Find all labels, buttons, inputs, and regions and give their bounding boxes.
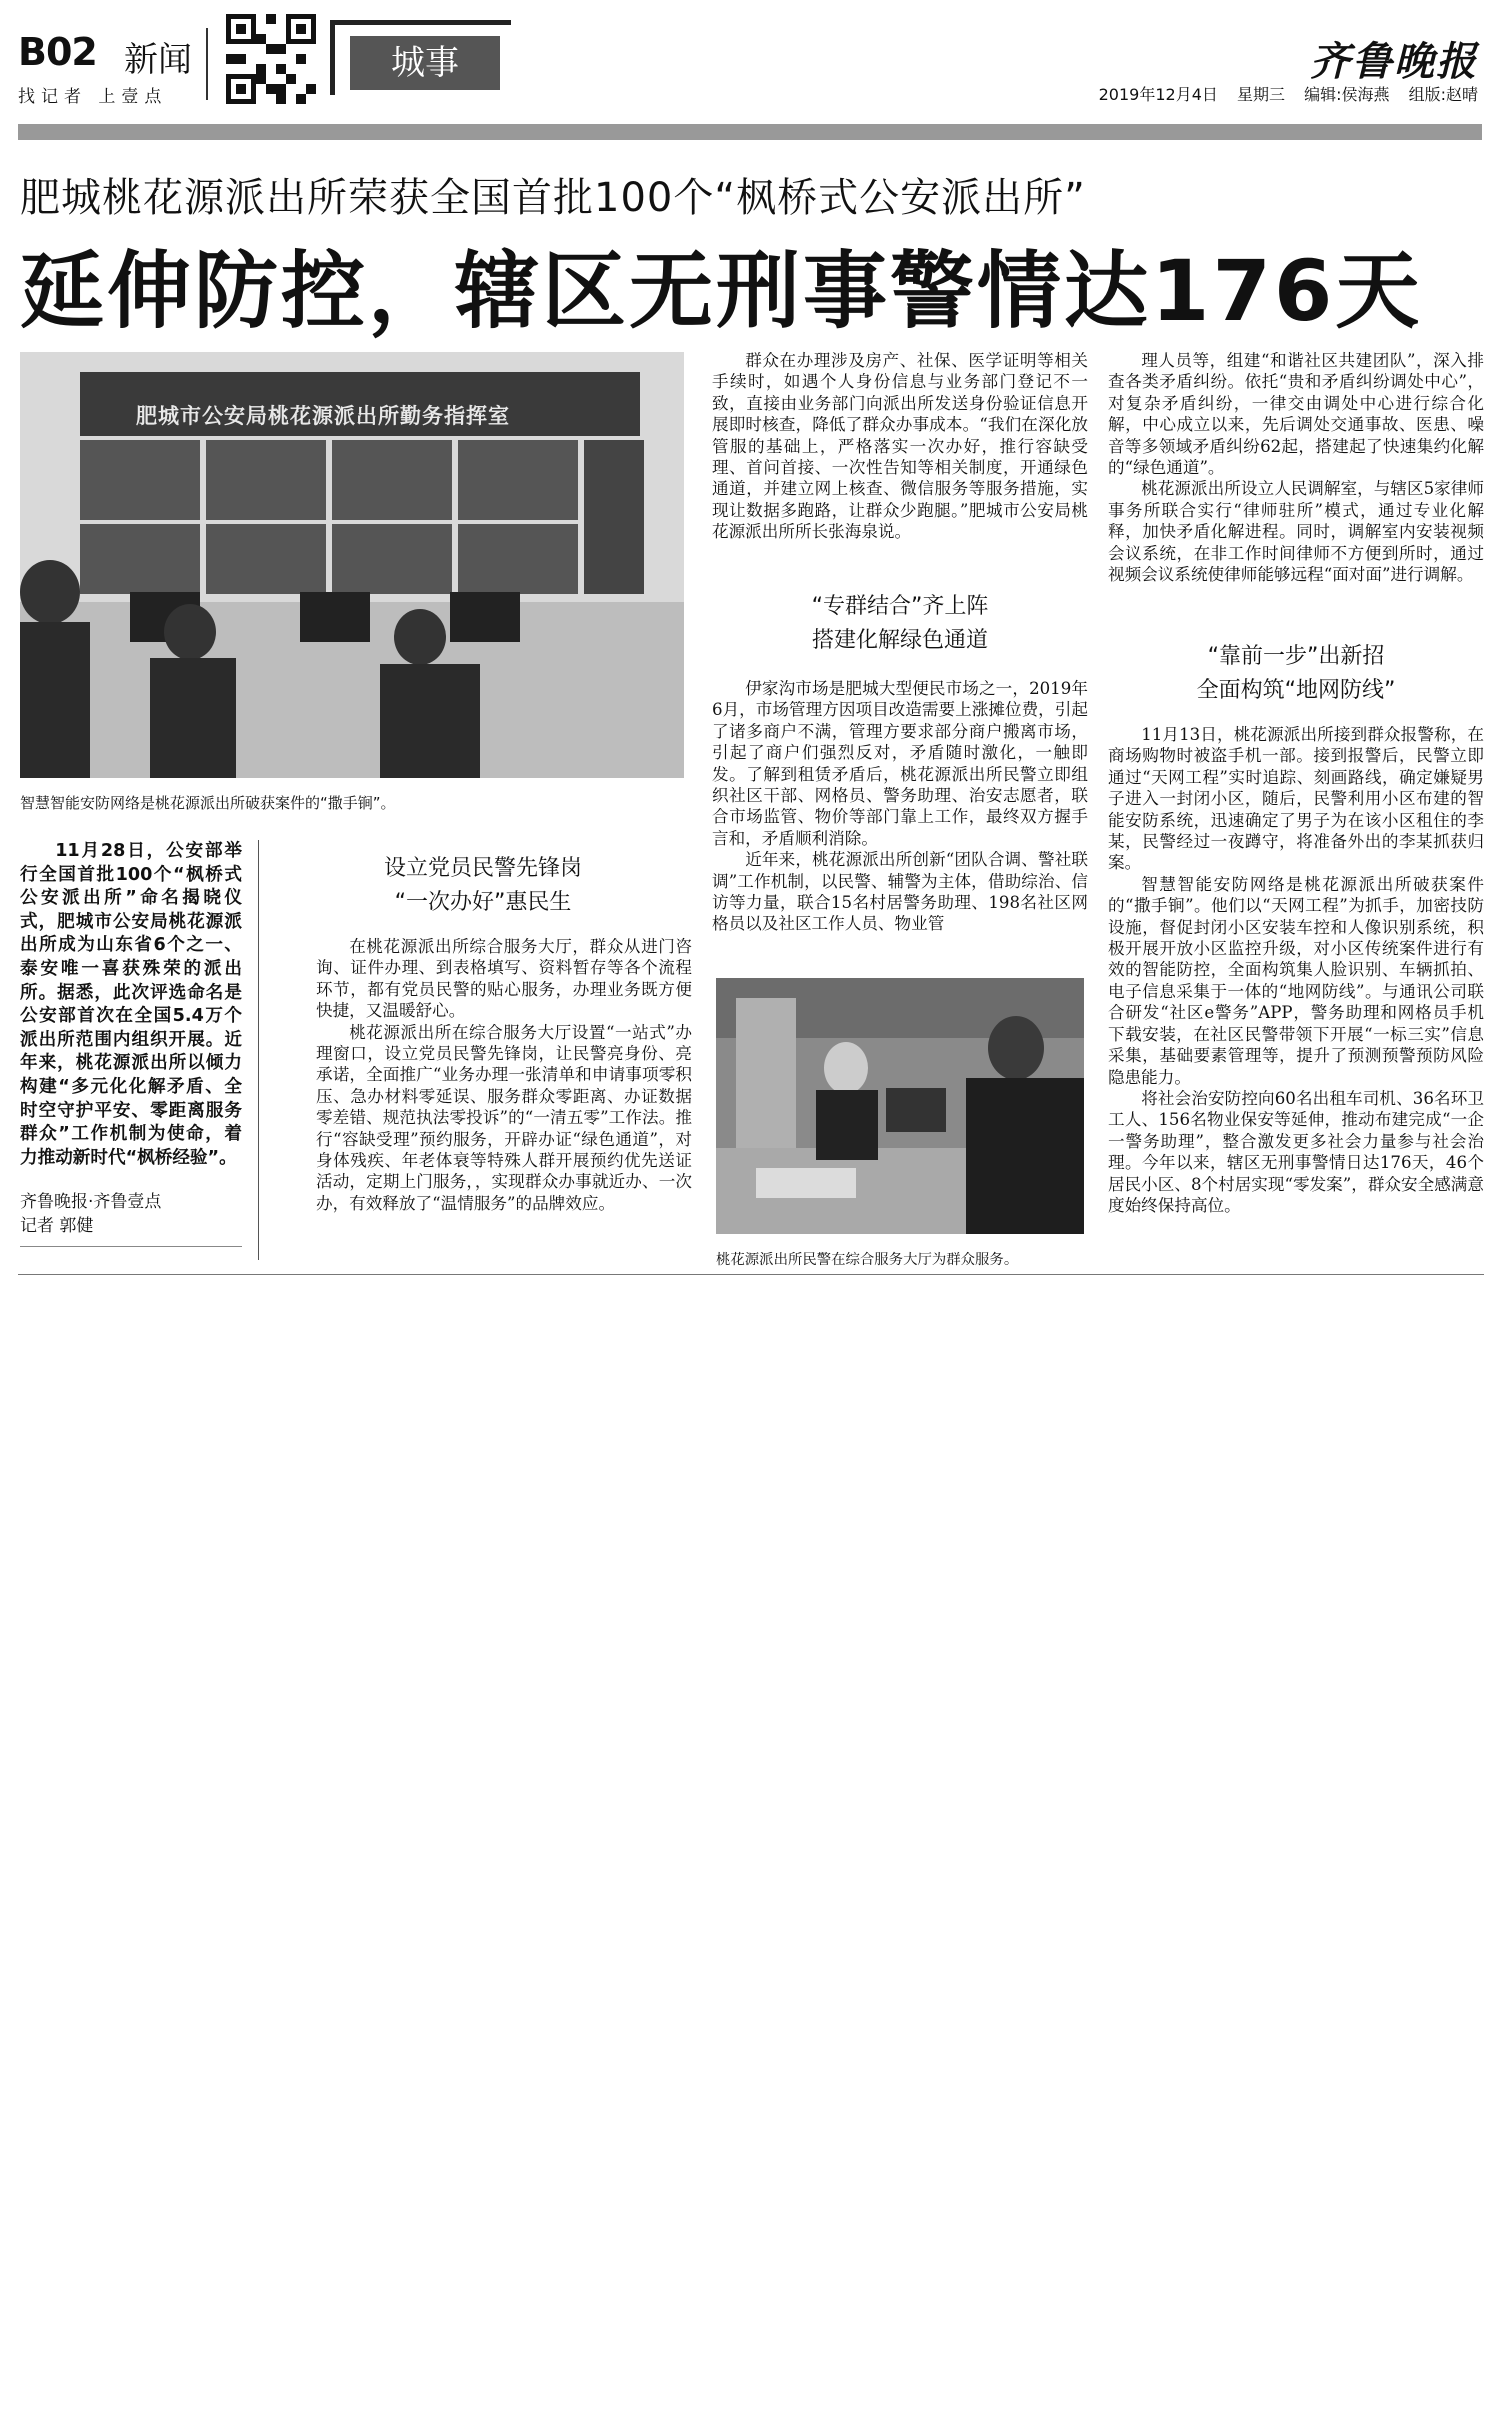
column-4 [1108,350,1484,585]
column-3-continued [712,678,1088,935]
subhead-3-line-2: 全面构筑“地网防线” [1196,678,1396,703]
paragraph: 在桃花源派出所综合服务大厅，群众从进门咨询、证件办理、到表格填写、资料暂存等各个流程环节，都有党员民警的贴心服务，办理业务既方便快捷，又温暖舒心。 [316,937,692,1021]
subhead-2-line-2: 搭建化解绿色通道 [811,628,988,653]
command-room-sign: 肥城市公安局桃花源派出所勤务指挥室 [136,404,510,428]
paragraph: 伊家沟市场是肥城大型便民市场之一，2019年6月，市场管理方因项目改造需要上涨摊位费，引起了诸多商户不满，管理方要求部分商户搬离市场，引起了商户们强烈反对，矛盾随时激化，一触即发。了解到租赁矛盾后，桃花源派出所民警立即组织社区干部、网格员、警务助理、治安志愿者，联合市场监管、物价等部门靠上工作，最终双方握手言和，矛盾顺利消除。 [712,679,1088,848]
paragraph: 近年来，桃花源派出所创新“团队合调、警社联调”工作机制，以民警、辅警为主体，借助综治、信访等力量，联合15名村居警务助理、198名社区网格员以及社区工作人员、物业管 [712,850,1088,934]
column-rule-1 [258,840,259,1260]
byline [20,1190,242,1238]
column-4-continued [1108,724,1484,1216]
byline-rule [20,1246,242,1247]
layout-credit: 组版:赵晴 [1408,85,1478,104]
section-name: 新闻 [124,40,192,80]
issue-weekday: 星期三 [1236,85,1285,104]
column-2 [316,936,692,1214]
issue-meta [1085,82,1478,105]
photo1-caption: 智慧智能安防网络是桃花源派出所破获案件的“撒手锏”。 [20,794,396,812]
editor-credit: 编辑:侯海燕 [1304,85,1390,104]
issue-date: 2019年12月4日 [1098,85,1218,104]
command-room-photo [20,352,684,778]
subhead-1-line-2: “一次办好”惠民生 [394,890,572,915]
byline-outlet: 齐鲁晚报·齐鲁壹点 [20,1192,162,1212]
column-3 [712,350,1088,543]
lead-paragraph: 11月28日，公安部举行全国首批100个“枫桥式公安派出所”命名揭晓仪式，肥城市公安局桃花源派出所成为山东省6个之一、泰安唯一喜获殊荣的派出所。据悉，此次评选命名是公安部首次在全国5.4万个派出所范围内组织开展。近年来，桃花源派出所以倾力构建“多元化化解矛盾、全时空守护平安、零距离服务群众”工作机制为使命，着力推动新时代“枫桥经验”。 [20,841,242,1168]
subhead-2-line-1: “专群结合”齐上阵 [811,594,989,619]
paragraph: 桃花源派出所设立人民调解室，与辖区5家律师事务所联合实行“律师驻所”模式，通过专业化解释，加快矛盾化解进程。同时，调解室内安装视频会议系统，在非工作时间律师不方便到所时，通过视频会议系统使律师能够远程“面对面”进行调解。 [1108,479,1484,585]
service-hall-photo [716,978,1084,1234]
header-slogan: 找记者 上壹点 [18,87,168,107]
paragraph: 理人员等，组建“和谐社区共建团队”，深入排查各类矛盾纠纷。依托“贵和矛盾纠纷调处中心”，对复杂矛盾纠纷，一律交由调处中心进行综合化解，中心成立以来，先后调处交通事故、医患、噪音等多领域矛盾纠纷62起，搭建起了快速集约化解的“绿色通道”。 [1108,351,1484,478]
byline-reporter: 记者 郭健 [20,1216,94,1236]
page-number: B02 [18,30,97,74]
article-lead [20,840,242,1170]
subhead-1 [300,852,666,920]
article-headline: 延伸防控，辖区无刑事警情达176天 [20,242,1423,340]
photo2-caption: 桃花源派出所民警在综合服务大厅为群众服务。 [716,1252,1019,1268]
subhead-2 [712,590,1088,658]
qr-code-icon [226,14,316,104]
article-kicker: 肥城桃花源派出所荣获全国首批100个“枫桥式公安派出所” [20,175,1086,221]
newspaper-logo: 齐鲁晚报 [1310,38,1478,85]
page-bottom-rule [18,1274,1484,1275]
subhead-3 [1108,640,1484,708]
subhead-3-line-1: “靠前一步”出新招 [1207,644,1385,669]
paragraph: 11月13日，桃花源派出所接到群众报警称，在商场购物时被盗手机一部。接到报警后，民警立即通过“天网工程”实时追踪、刻画路线，确定嫌疑男子进入一封闭小区，随后，民警利用小区布建的智能安防系统，迅速确定了男子为在该小区租住的李某，民警经过一夜蹲守，将准备外出的李某抓获归案。 [1108,725,1484,873]
header-bar [18,124,1482,140]
sub-section-tab: 城事 [350,36,500,90]
paragraph: 将社会治安防控向60名出租车司机、36名环卫工人、156名物业保安等延伸，推动布建完成“一企一警务助理”，整合激发更多社会力量参与社会治理。今年以来，辖区无刑事警情日达176天，46个居民小区、8个村居实现“零发案”，群众安全感满意度始终保持高位。 [1108,1088,1484,1215]
header-divider [206,28,208,100]
paragraph: 群众在办理涉及房产、社保、医学证明等相关手续时，如遇个人身份信息与业务部门登记不一致，直接由业务部门向派出所发送身份验证信息开展即时核查，降低了群众办事成本。“我们在深化放管服的基础上，严格落实一次办好，推行容缺受理、首问首接、一次性告知等相关制度，开通绿色通道，并建立网上核查、微信服务等服务措施，实现让数据多跑路，让群众少跑腿。”肥城市公安局桃花源派出所所长张海泉说。 [712,351,1088,542]
subhead-1-line-1: 设立党员民警先锋岗 [383,856,582,881]
paragraph: 桃花源派出所在综合服务大厅设置“一站式”办理窗口，设立党员民警先锋岗，让民警亮身份、亮承诺，全面推广“业务办理一张清单和申请事项零积压、急办材料零延误、服务群众零距离、办证数据零差错、规范执法零投诉”的“一清五零”工作法。推行“容缺受理”预约服务，开辟办证“绿色通道”，对身体残疾、年老体衰等特殊人群开展预约优先送证活动，定期上门服务，，实现群众办事就近办、一次办，有效释放了“温情服务”的品牌效应。 [316,1022,692,1213]
paragraph: 智慧智能安防网络是桃花源派出所破获案件的“撒手锏”。他们以“天网工程”为抓手，加密技防设施，督促封闭小区安装车控和人像识别系统，积极开展开放小区监控升级，对小区传统案件进行有效的智能防控，全面构筑集人脸识别、车辆抓拍、电子信息采集于一体的“地网防线”。与通讯公司联合研发“社区e警务”APP，警务助理和网格员手机下载安装，在社区民警带领下开展“一标三实”信息采集，基础要素管理等，提升了预测预警预防风险隐患能力。 [1108,874,1484,1087]
